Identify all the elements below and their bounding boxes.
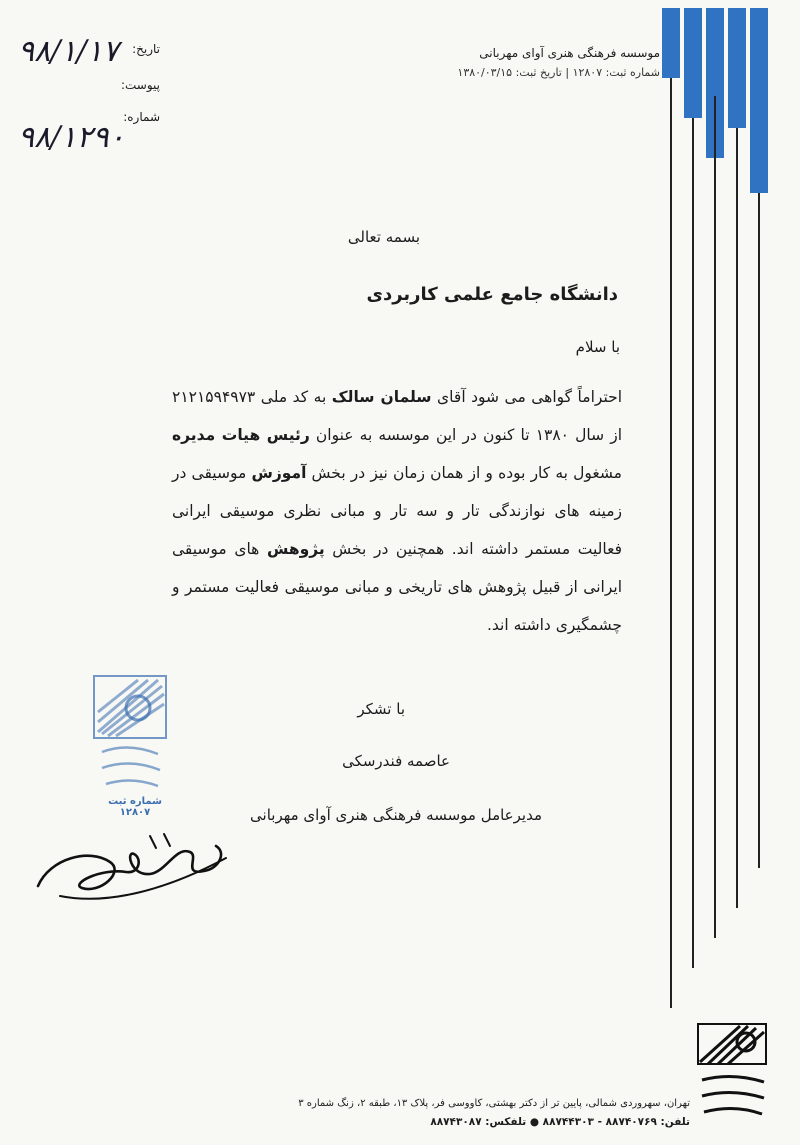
- stripe-5: [750, 8, 768, 868]
- stripe-2: [684, 8, 702, 968]
- handwritten-date: ۹۸/۱/۱۷: [18, 34, 119, 69]
- footer-contact: تلفن: ۸۸۷۴۰۷۶۹ - ۸۸۷۴۴۳۰۳ ● تلفکس: ۸۸۷۴۳۰۸۷: [430, 1116, 690, 1128]
- education-keyword: آموزش: [251, 464, 307, 482]
- basmala: بسمه تعالی: [347, 228, 420, 246]
- recipient: دانشگاه جامع علمی کاربردی: [366, 284, 618, 305]
- attachment-label: پیوست:: [120, 78, 160, 92]
- signature: [30, 828, 240, 908]
- letterhead-stripes-graphic: [660, 8, 770, 1008]
- body-text-1: احتراماً گواهی می شود آقای: [431, 388, 623, 406]
- institute-logo: [692, 1020, 772, 1130]
- body-text-4: موسیقی در زمینه های نوازندگی تار و سه تار و مبانی نظری موسیقی ایرانی فعالیت مستمر داشته اند. همچنین در بخش: [172, 464, 622, 558]
- org-name: موسسه فرهنگی هنری آوای مهربانی: [479, 46, 660, 60]
- body-text-5: های موسیقی ایرانی از قبیل پژوهش های تاریخی و مبانی موسیقی فعالیت مستمر و چشمگیری داشته اند.: [172, 540, 622, 634]
- signer-title: مدیرعامل موسسه فرهنگی هنری آوای مهربانی: [250, 806, 542, 824]
- role-title: رئیس هیات مدیره: [172, 426, 310, 444]
- registration-line: شماره ثبت: ۱۲۸۰۷ | تاریخ ثبت: ۱۳۸۰/۰۳/۱۵: [457, 66, 660, 79]
- stripe-3: [706, 8, 724, 938]
- greeting: با سلام: [575, 338, 620, 356]
- research-keyword: پژوهش: [266, 540, 325, 558]
- body-paragraph: [172, 378, 622, 644]
- stripe-4: [728, 8, 746, 908]
- stripe-1: [662, 8, 680, 1008]
- closing: با تشکر: [357, 700, 405, 718]
- date-label: تاریخ:: [132, 42, 160, 56]
- stamp-registration-text: شماره ثبت ۱۲۸۰۷: [108, 796, 162, 818]
- signer-name: عاصمه فندرسکی: [342, 752, 450, 770]
- body-text-2: به کد ملی ۲۱۲۱۵۹۴۹۷۳ از سال ۱۳۸۰ تا کنون در این موسسه به عنوان: [172, 388, 623, 444]
- institute-stamp: [88, 672, 178, 812]
- body-text-3: مشغول به کار بوده و از همان زمان نیز در بخش: [306, 464, 622, 482]
- number-label: شماره:: [123, 110, 160, 124]
- footer-address: تهران، سهروردی شمالی، پایین تر از دکتر بهشتی، کاووسی فر، پلاک ۱۳، طبقه ۲، زنگ شماره ۳: [298, 1098, 690, 1109]
- handwritten-number: ۹۸/۱۲۹۰: [18, 120, 125, 155]
- person-name: سلمان سالک: [331, 388, 432, 406]
